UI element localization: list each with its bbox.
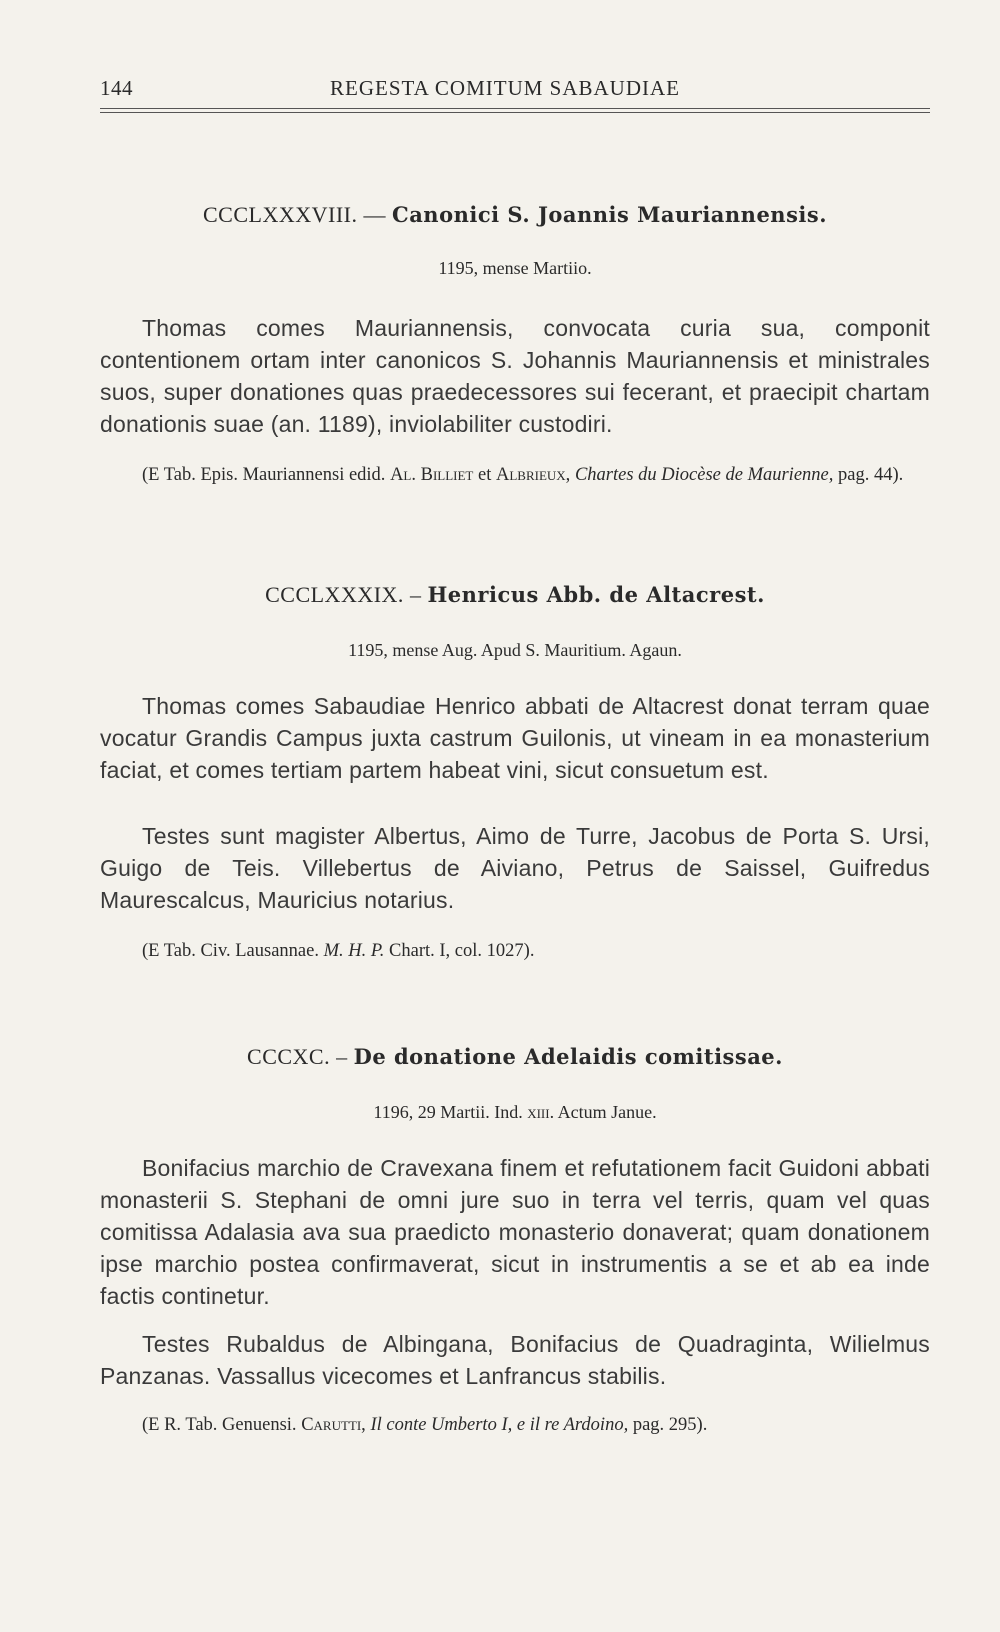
source-text: et: [478, 465, 492, 485]
source-text: (E Tab. Epis. Mauriannensi edid.: [142, 465, 386, 485]
header-rule: [100, 112, 930, 113]
source-work: Chartes du Diocèse de Maurienne,: [574, 465, 834, 485]
source-text: pag. 44).: [838, 465, 904, 485]
source-text: (E Tab. Civ. Lausannae.: [142, 941, 319, 961]
entry-date: 1195, mense Martiio.: [438, 258, 592, 278]
entry-dash: –: [336, 1044, 348, 1069]
source-work: Il conte Umberto I, e il re Ardoino,: [370, 1415, 629, 1435]
source-text: pag. 295).: [632, 1415, 708, 1435]
running-title: REGESTA COMITUM SABAUDIAE: [330, 76, 680, 100]
source-author: Al. Billiet: [390, 465, 474, 485]
source-author: Carutti,: [301, 1415, 366, 1435]
entry-numeral: CCCLXXXVIII.: [202, 202, 358, 227]
entry-source: [100, 462, 930, 489]
date-indiction: xiii: [527, 1102, 550, 1122]
entry-title: Henricus Abb. de Altacrest.: [427, 582, 765, 607]
entry-numeral: CCCLXXXIX.: [265, 582, 404, 607]
source-work: M. H. P.: [323, 941, 385, 961]
header-rule: [100, 108, 930, 109]
source-text: (E R. Tab. Genuensi.: [142, 1415, 297, 1435]
entry-title: Canonici S. Joannis Mauriannensis.: [391, 202, 828, 227]
entry-numeral: CCCXC.: [247, 1044, 331, 1069]
entry-heading: [100, 582, 930, 608]
source-text: Chart. I, col. 1027).: [389, 941, 535, 961]
entry-dash: —: [363, 202, 386, 227]
entry-title: De donatione Adelaidis comitissae.: [353, 1044, 783, 1069]
page-number: 144: [100, 76, 133, 100]
entry-summary: Bonifacius marchio de Cravexana finem et refutationem facit Guidoni abbati monasterii S. Stephani de omni jure suo in terra vel terris, quam vel quas comitissa Adalasia ava sua praedicto monasterio donaverat; quam donationem ipse marchio postea confirmaverat, sicut in instrumentis a se et ab ea inde factis continetur.: [100, 1155, 930, 1309]
source-author: Albrieux,: [495, 465, 571, 485]
date-text: . Actum Janue.: [549, 1102, 657, 1122]
date-text: 1196, 29 Martii. Ind.: [373, 1102, 523, 1122]
page-header: [100, 76, 930, 106]
entry-dash: –: [409, 582, 422, 607]
entry-witnesses: Testes Rubaldus de Albingana, Bonifacius de Quadraginta, Wilielmus Panzanas. Vassallus vicecomes et Lanfrancus stabilis.: [100, 1331, 930, 1389]
entry-heading: [100, 202, 930, 228]
entry-source: [100, 938, 930, 965]
entry-heading: [100, 1044, 930, 1070]
entry-summary: Thomas comes Sabaudiae Henrico abbati de Altacrest donat terram quae vocatur Grandis Campus juxta castrum Guilonis, ut vineam in ea monasterium faciat, et comes tertiam partem habeat vini, sicut consuetum est.: [100, 693, 930, 783]
entry-witnesses: Testes sunt magister Albertus, Aimo de Turre, Jacobus de Porta S. Ursi, Guigo de Teis. Villebertus de Aiviano, Petrus de Saissel, Guifredus Maurescalcus, Mauricius notarius.: [100, 823, 930, 913]
entry-source: [100, 1412, 930, 1439]
entry-summary: Thomas comes Mauriannensis, convocata curia sua, componit contentionem ortam inter canonicos S. Johannis Mauriannensis et ministrales suos, super donationes quas praedecessores sui fecerant, et praecipit chartam donationis suae (an. 1189), inviolabiliter custodiri.: [100, 315, 930, 437]
entry-date: [100, 1102, 930, 1123]
entry-date: 1195, mense Aug. Apud S. Mauritium. Agaun.: [348, 640, 682, 660]
